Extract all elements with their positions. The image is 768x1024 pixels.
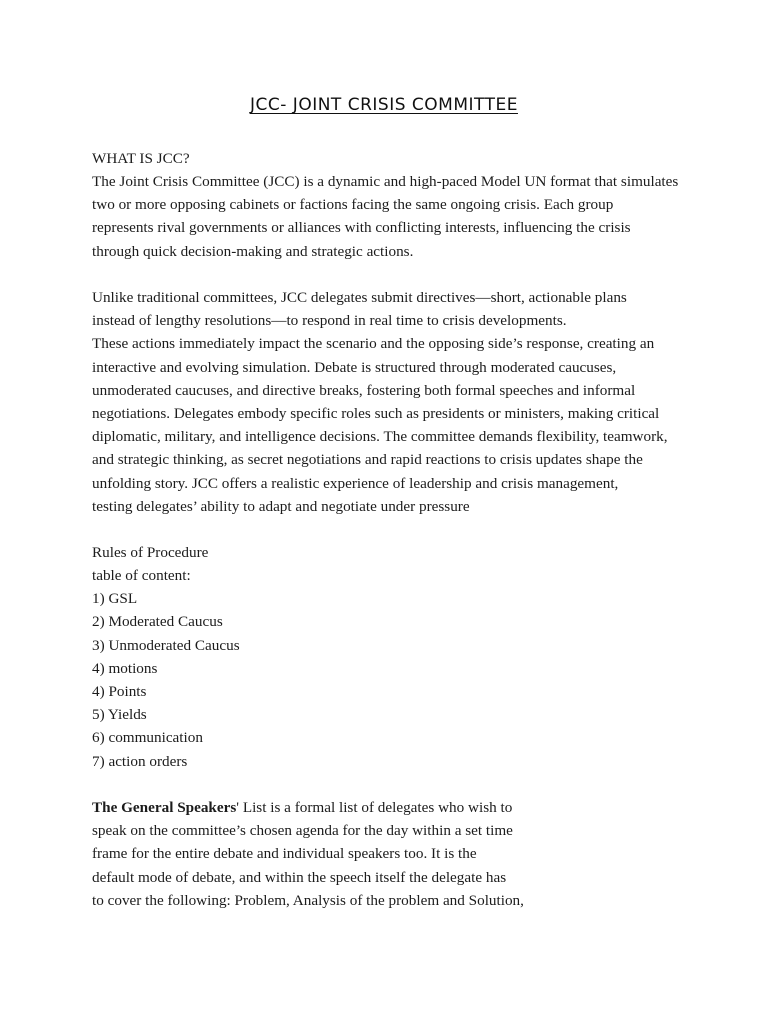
intro-paragraph: [92, 170, 678, 263]
toc-item: 1) GSL: [92, 590, 138, 608]
paragraph-line: [92, 796, 524, 819]
paragraph-line: two or more opposing cabinets or factions facing the same ongoing crisis. Each group: [92, 196, 614, 214]
paragraph-line: default mode of debate, and within the speech itself the delegate has: [92, 868, 507, 886]
paragraph-line: diplomatic, military, and intelligence decisions. The committee demands flexibility, teamwork,: [92, 428, 668, 446]
paragraph-line: interactive and evolving simulation. Debate is structured through moderated caucuses,: [92, 358, 617, 376]
toc-item: 5) Yields: [92, 706, 147, 724]
gsl-term: The General Speakers: [92, 799, 237, 816]
paragraph-line: and strategic thinking, as secret negotiations and rapid reactions to crisis updates shape the: [92, 451, 643, 469]
paragraph-line: Unlike traditional committees, JCC delegates submit directives—short, actionable plans: [92, 289, 627, 306]
heading-text: WHAT IS JCC?: [92, 150, 190, 167]
gsl-first-line-rest: ' List is a formal list of delegates who wish to: [236, 799, 513, 816]
paragraph-line: frame for the entire debate and individual speakers too. It is the: [92, 845, 477, 863]
paragraph-line: testing delegates’ ability to adapt and negotiate under pressure: [92, 497, 470, 515]
heading-text: Rules of Procedure: [92, 544, 209, 561]
toc-item: 4) Points: [92, 683, 147, 701]
paragraph-line: negotiations. Delegates embody specific roles such as presidents or ministers, making critical: [92, 405, 660, 423]
toc-item: 4) motions: [92, 659, 158, 677]
paragraph-line: represents rival governments or alliances with conflicting interests, influencing the crisis: [92, 219, 631, 237]
toc-item: 6) communication: [92, 729, 203, 747]
directives-paragraph: [92, 286, 668, 518]
table-of-contents: [92, 564, 240, 773]
document-title: JCC- JOINT CRISIS COMMITTEE: [250, 95, 518, 115]
paragraph-line: to cover the following: Problem, Analysis of the problem and Solution,: [92, 891, 524, 909]
toc-item: 7) action orders: [92, 752, 188, 770]
paragraph-line: through quick decision-making and strategic actions.: [92, 242, 414, 260]
toc-heading: table of content:: [92, 567, 191, 584]
paragraph-line: speak on the committee’s chosen agenda for the day within a set time: [92, 822, 513, 840]
paragraph-line: unfolding story. JCC offers a realistic experience of leadership and crisis management,: [92, 474, 619, 492]
general-speakers-list-paragraph: [92, 796, 524, 912]
rules-of-procedure-heading: [92, 541, 208, 564]
paragraph-line: unmoderated caucuses, and directive breaks, fostering both formal speeches and informal: [92, 381, 636, 399]
paragraph-line: The Joint Crisis Committee (JCC) is a dynamic and high-paced Model UN format that simulates: [92, 173, 679, 190]
what-is-jcc-heading: [92, 147, 190, 170]
paragraph-line: These actions immediately impact the scenario and the opposing side’s response, creating an: [92, 335, 655, 353]
toc-item: 2) Moderated Caucus: [92, 613, 223, 631]
paragraph-line: instead of lengthy resolutions—to respond in real time to crisis developments.: [92, 312, 567, 330]
toc-item: 3) Unmoderated Caucus: [92, 636, 240, 654]
